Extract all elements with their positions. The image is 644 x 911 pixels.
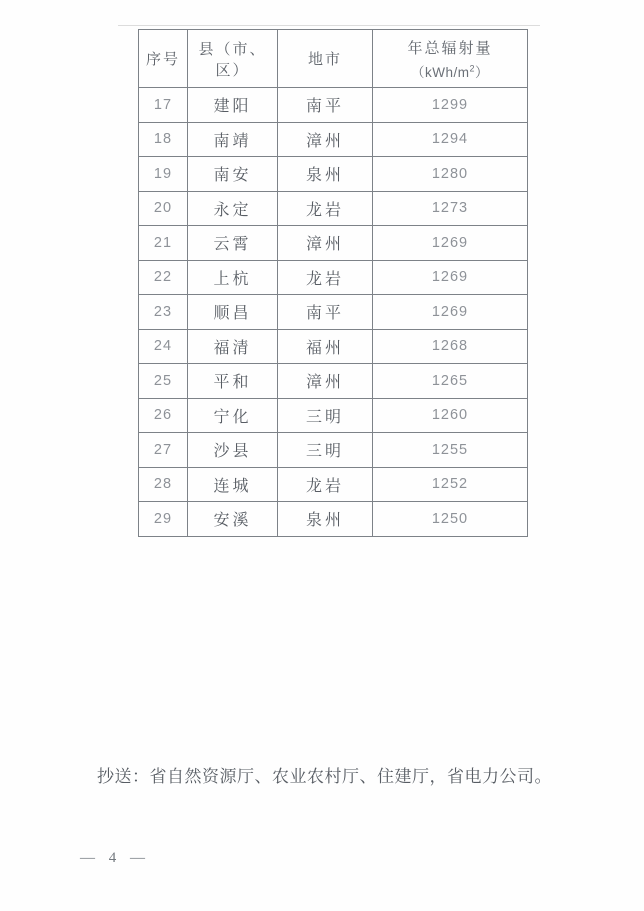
table-cell-county: 宁化 bbox=[188, 398, 278, 433]
table-cell-seq: 18 bbox=[139, 122, 188, 157]
unit-superscript: 2 bbox=[469, 63, 475, 73]
table-cell-county: 安溪 bbox=[188, 502, 278, 537]
page-number: — 4 — bbox=[80, 850, 150, 866]
table-cell-city: 福州 bbox=[278, 329, 373, 364]
table-cell-city: 三明 bbox=[278, 433, 373, 468]
table-cell-seq: 28 bbox=[139, 467, 188, 502]
table-row bbox=[139, 88, 528, 123]
table-row bbox=[139, 226, 528, 261]
table-cell-seq: 21 bbox=[139, 226, 188, 261]
table-cell-county: 永定 bbox=[188, 191, 278, 226]
table-cell-seq: 25 bbox=[139, 364, 188, 399]
table-cell-value: 1260 bbox=[373, 398, 528, 433]
table-cell-value: 1268 bbox=[373, 329, 528, 364]
table-row bbox=[139, 329, 528, 364]
table-row bbox=[139, 157, 528, 192]
table-cell-city: 泉州 bbox=[278, 502, 373, 537]
header-radiation-unit bbox=[373, 61, 527, 81]
unit-close: ） bbox=[475, 64, 489, 80]
table-cell-seq: 24 bbox=[139, 329, 188, 364]
table-cell-value: 1269 bbox=[373, 260, 528, 295]
radiation-table bbox=[138, 29, 528, 537]
table-cell-city: 漳州 bbox=[278, 122, 373, 157]
table-cell-value: 1280 bbox=[373, 157, 528, 192]
table-cell-city: 龙岩 bbox=[278, 191, 373, 226]
table-cell-county: 福清 bbox=[188, 329, 278, 364]
header-radiation bbox=[373, 30, 528, 88]
table-cell-county: 平和 bbox=[188, 364, 278, 399]
header-county: 县（市、区） bbox=[188, 30, 278, 88]
table-cell-city: 漳州 bbox=[278, 364, 373, 399]
table-cell-value: 1252 bbox=[373, 467, 528, 502]
table-cell-city: 漳州 bbox=[278, 226, 373, 261]
table-row bbox=[139, 364, 528, 399]
scan-artifact-line bbox=[118, 25, 540, 26]
table-cell-seq: 19 bbox=[139, 157, 188, 192]
table-cell-seq: 26 bbox=[139, 398, 188, 433]
table-cell-county: 连城 bbox=[188, 467, 278, 502]
table-row bbox=[139, 295, 528, 330]
table-cell-value: 1299 bbox=[373, 88, 528, 123]
table-row bbox=[139, 502, 528, 537]
table-cell-seq: 20 bbox=[139, 191, 188, 226]
table-cell-city: 三明 bbox=[278, 398, 373, 433]
unit-open: （kWh/m bbox=[410, 64, 470, 80]
table-cell-seq: 29 bbox=[139, 502, 188, 537]
table-cell-city: 南平 bbox=[278, 88, 373, 123]
header-city: 地市 bbox=[278, 30, 373, 88]
table-row bbox=[139, 260, 528, 295]
table-cell-value: 1294 bbox=[373, 122, 528, 157]
table-cell-county: 建阳 bbox=[188, 88, 278, 123]
table-cell-city: 南平 bbox=[278, 295, 373, 330]
table-cell-value: 1255 bbox=[373, 433, 528, 468]
table-cell-value: 1269 bbox=[373, 295, 528, 330]
table-cell-seq: 22 bbox=[139, 260, 188, 295]
table-cell-county: 顺昌 bbox=[188, 295, 278, 330]
table-header-row bbox=[139, 30, 528, 88]
table-row bbox=[139, 191, 528, 226]
table-body bbox=[139, 88, 528, 537]
header-seq: 序号 bbox=[139, 30, 188, 88]
table-row bbox=[139, 122, 528, 157]
table-cell-seq: 23 bbox=[139, 295, 188, 330]
table-cell-seq: 27 bbox=[139, 433, 188, 468]
table-cell-value: 1269 bbox=[373, 226, 528, 261]
table-cell-city: 龙岩 bbox=[278, 467, 373, 502]
cc-line: 抄送：省自然资源厅、农业农村厅、住建厅，省电力公司。 bbox=[97, 767, 552, 786]
table-row bbox=[139, 467, 528, 502]
table-cell-county: 云霄 bbox=[188, 226, 278, 261]
header-radiation-title: 年总辐射量 bbox=[407, 40, 493, 57]
table-cell-county: 沙县 bbox=[188, 433, 278, 468]
table-cell-value: 1265 bbox=[373, 364, 528, 399]
table-cell-city: 龙岩 bbox=[278, 260, 373, 295]
table-row bbox=[139, 398, 528, 433]
table-row bbox=[139, 433, 528, 468]
table-cell-seq: 17 bbox=[139, 88, 188, 123]
table-cell-value: 1250 bbox=[373, 502, 528, 537]
table-cell-city: 泉州 bbox=[278, 157, 373, 192]
table-cell-value: 1273 bbox=[373, 191, 528, 226]
table-cell-county: 南靖 bbox=[188, 122, 278, 157]
table-cell-county: 南安 bbox=[188, 157, 278, 192]
table-cell-county: 上杭 bbox=[188, 260, 278, 295]
